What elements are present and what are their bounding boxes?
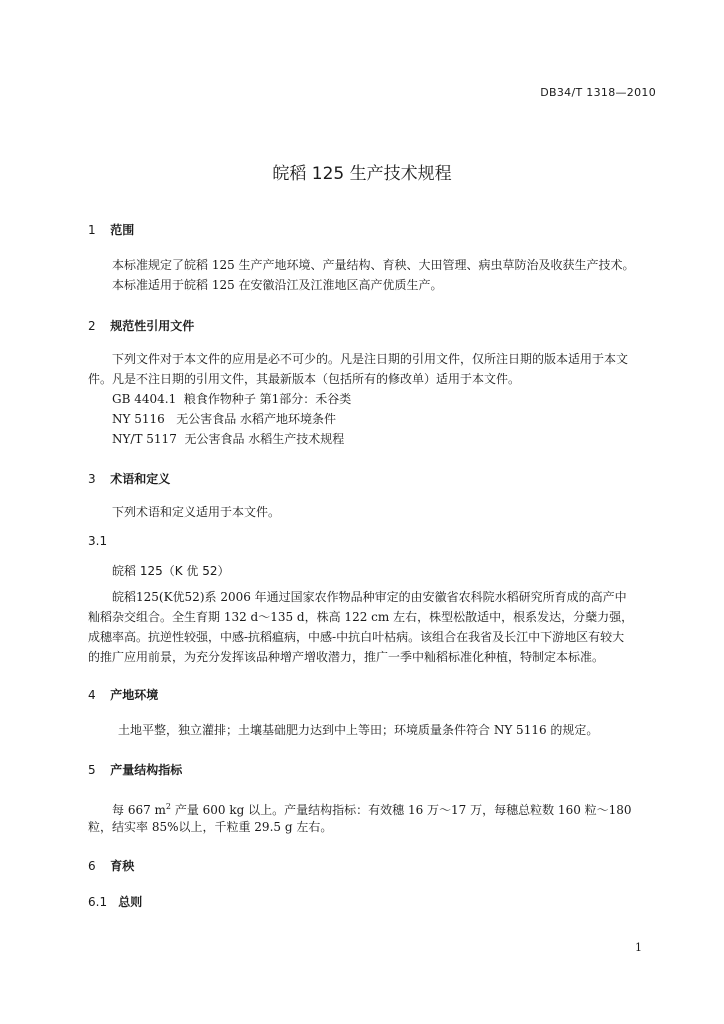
section-title: 术语和定义 — [110, 472, 171, 486]
subsection-3-1-number: 3.1 — [88, 534, 108, 548]
section-title: 产地环境 — [110, 688, 159, 702]
section-title: 范围 — [110, 223, 135, 237]
section-1-heading — [88, 221, 134, 238]
reference-item: NY/T 5117 无公害食品 水稻生产技术规程 — [112, 432, 345, 446]
definition-text-line: 的推广应用前景，为充分发挥该品种增产增收潜力，推广一季中籼稻标准化种植，特制定本标准。 — [88, 650, 605, 664]
section-5-heading — [88, 761, 182, 778]
reference-item: GB 4404.1 粮食作物种子 第1部分：禾谷类 — [112, 392, 352, 406]
section-number: 6 — [88, 859, 96, 873]
section-number: 6.1 — [88, 895, 108, 909]
area-superscript: 2 — [165, 802, 172, 811]
section-2-heading — [88, 317, 194, 334]
subsection-6-1-heading — [88, 893, 142, 910]
section-1-text-line: 本标准规定了皖稻 125 生产产地环境、产量结构、育秧、大田管理、病虫草防治及收获生产技术。 — [112, 258, 635, 272]
section-4-text-line: 土地平整，独立灌排；土壤基础肥力达到中上等田；环境质量条件符合 NY 5116 的规定。 — [118, 723, 599, 737]
term-name: 皖稻 125（K 优 52） — [112, 564, 230, 578]
reference-item: NY 5116 无公害食品 水稻产地环境条件 — [112, 412, 337, 426]
page-number: 1 — [635, 941, 642, 954]
section-4-heading — [88, 686, 158, 703]
standard-code: DB34/T 1318—2010 — [540, 86, 656, 99]
section-3-heading — [88, 470, 170, 487]
section-title: 产量结构指标 — [110, 763, 183, 777]
section-2-text-line: 件。凡是不注日期的引用文件，其最新版本（包括所有的修改单）适用于本文件。 — [88, 372, 521, 386]
definition-text-line: 皖稻125(K优52)系 2006 年通过国家农作物品种审定的由安徽省农科院水稻研究所育成的高产中 — [112, 590, 627, 604]
section-title: 总则 — [118, 895, 143, 909]
yield-structure-text: 产量 600 kg 以上。产量结构指标：有效穗 16 万～17 万，每穗总粒数 160 粒～180 — [171, 803, 632, 817]
section-number: 2 — [88, 319, 96, 333]
section-number: 4 — [88, 688, 96, 702]
section-5-text-line: 粒，结实率 85%以上，千粒重 29.5 g 左右。 — [88, 820, 333, 834]
section-1-text-line: 本标准适用于皖稻 125 在安徽沿江及江淮地区高产优质生产。 — [112, 278, 443, 292]
document-title: 皖稻 125 生产技术规程 — [272, 164, 452, 184]
section-number: 1 — [88, 223, 96, 237]
yield-area-text: 每 667 m — [112, 803, 166, 817]
section-number: 5 — [88, 763, 96, 777]
section-2-text-line: 下列文件对于本文件的应用是必不可少的。凡是注日期的引用文件，仅所注日期的版本适用于本文 — [112, 352, 629, 366]
section-6-heading — [88, 857, 134, 874]
section-3-text-line: 下列术语和定义适用于本文件。 — [112, 505, 281, 519]
section-number: 3 — [88, 472, 96, 486]
section-title: 育秧 — [110, 859, 135, 873]
definition-text-line: 成穗率高。抗逆性较强，中感-抗稻瘟病，中感-中抗白叶枯病。该组合在我省及长江中下游地区有较大 — [88, 630, 625, 644]
definition-text-line: 籼稻杂交组合。全生育期 132 d～135 d，株高 122 cm 左右，株型松散适中，根系发达，分蘖力强， — [88, 610, 634, 624]
section-title: 规范性引用文件 — [110, 319, 195, 333]
